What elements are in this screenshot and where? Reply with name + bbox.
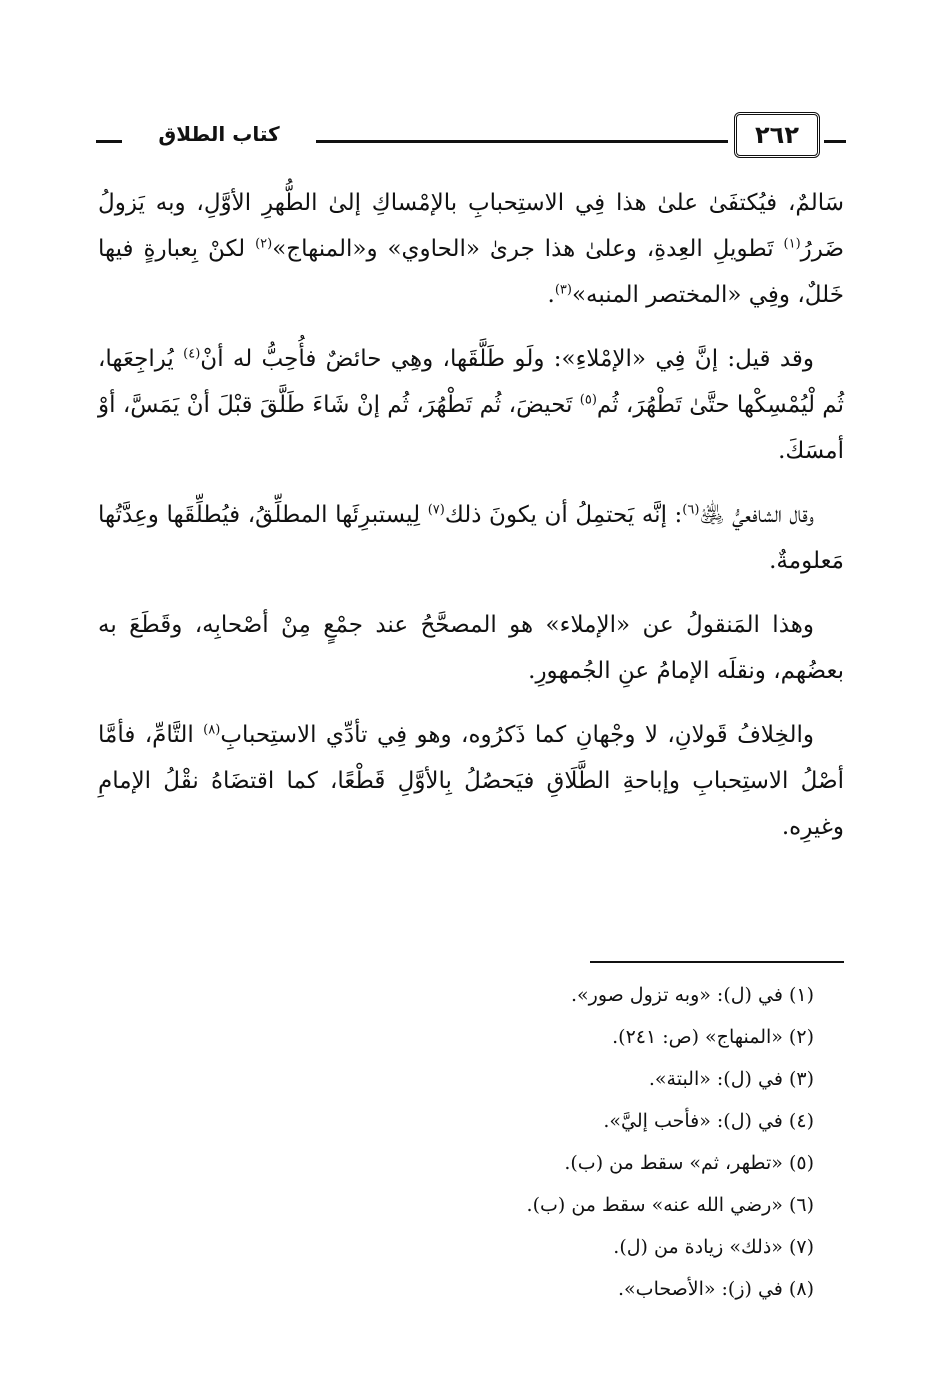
- footnote-ref-4: (٤): [183, 346, 201, 362]
- footnote-7: (٧) «ذلك» زيادة من (ل).: [613, 1236, 814, 1258]
- footnote-5: (٥) «تطهر، ثم» سقط من (ب).: [564, 1152, 814, 1174]
- text-segment: لِيستبرِئَها المطلِّقُ، فيُطلِّقَها وعِدَّتُها مَعلومةٌ.: [98, 502, 844, 574]
- paragraph-2: [98, 336, 844, 474]
- text-segment: : إنَّه يَحتمِلُ أن يكونَ ذلك: [444, 502, 683, 528]
- paragraph-5: [98, 712, 844, 850]
- text-segment: تَطويلِ العِدةِ، وعلىٰ هذا جرىٰ «الحاوي» و«المنهاج»: [272, 236, 784, 262]
- header-rule-middle: [316, 140, 728, 143]
- main-text: [98, 180, 844, 868]
- text-segment: تَحيضَ، ثُم تَطْهُرَ، ثُم إنْ شَاءَ طَلَّقَ قبْلَ أنْ يَمَسَّ، أوْ أمسَكَ.: [98, 392, 844, 464]
- footnote-ref-7: (٧): [427, 502, 445, 518]
- footnote-ref-2: (٢): [255, 236, 273, 252]
- footnotes: [98, 974, 814, 1310]
- footnote-ref-5: (٥): [579, 392, 597, 408]
- paragraph-4: [98, 602, 844, 694]
- header-rule-right: [824, 140, 846, 143]
- text-segment: والخِلافُ قَولانِ، لا وجْهانِ كما ذَكرُوه، وهو فِي تأدِّي الاستِحبابِ: [220, 722, 814, 748]
- text-segment: لكنْ بِعبارةٍ فيها خَللٌ، وفِي «المختصر المنبه»: [98, 236, 844, 308]
- footnote-ref-3: (٣): [554, 282, 572, 298]
- paragraph-1: [98, 180, 844, 318]
- header-rule-left: [96, 140, 122, 143]
- book-title: كتاب الطلاق: [158, 122, 280, 146]
- footnote-8: (٨) في (ز): «الأصحاب».: [618, 1278, 814, 1300]
- footnote-1: (١) في (ل): «وبه تزول صور».: [570, 984, 814, 1006]
- page-number: ٢٦٢: [734, 112, 820, 158]
- text-segment: .: [547, 282, 555, 308]
- footnote-3: (٣) في (ل): «البتة».: [648, 1068, 814, 1090]
- text-segment: وقد قيل: إنَّ فِي «الإمْلاءِ»: ولَو طَلَّقَها، وهِي حائضٌ فأُحِبُّ له أنْ: [200, 346, 815, 372]
- footnote-ref-1: (١): [783, 236, 801, 252]
- footnote-4: (٤) في (ل): «فأحب إليَّ».: [603, 1110, 814, 1132]
- footnote-6: (٦) «رضي الله عنه» سقط من (ب).: [526, 1194, 814, 1216]
- text-segment: سَالمٌ، فيُكتفَىٰ علىٰ هذا فِي الاستِحبابِ بالإمْساكِ إلىٰ الطُّهرِ الأوَّلِ، وبه يَزولُ ضَررُ: [98, 190, 844, 262]
- text-segment: يُراجِعَها، ثُم لْيُمْسِكْها حتَّىٰ تَطْهُرَ، ثُم: [98, 346, 844, 418]
- footnote-2: (٢) «المنهاج» (ص: ٢٤١).: [612, 1026, 814, 1048]
- footnote-separator: [590, 961, 844, 963]
- text-segment: التَّامِّ، فأمَّا أصْلُ الاستِحبابِ وإباحةِ الطَّلَاقِ فيَحصُلُ بِالأوَّلِ قَطْعًا، كما اقتضَاهُ نقْلُ الإمامِ وغيرِه.: [98, 722, 844, 840]
- page-header: [96, 112, 846, 168]
- footnote-ref-8: (٨): [203, 722, 221, 738]
- footnote-ref-6: (٦): [682, 502, 700, 518]
- text-segment: وهذا المَنقولُ عن «الإملاء» هو المصحَّحُ عند جمْعٍ مِنْ أصْحابِه، وقَطَعَ به بعضُهم، ونقلَه الإمامُ عنِ الجُمهورِ.: [98, 612, 844, 684]
- text-segment: وقال الشافعيُّ ﵁: [699, 502, 814, 528]
- paragraph-3: [98, 492, 844, 584]
